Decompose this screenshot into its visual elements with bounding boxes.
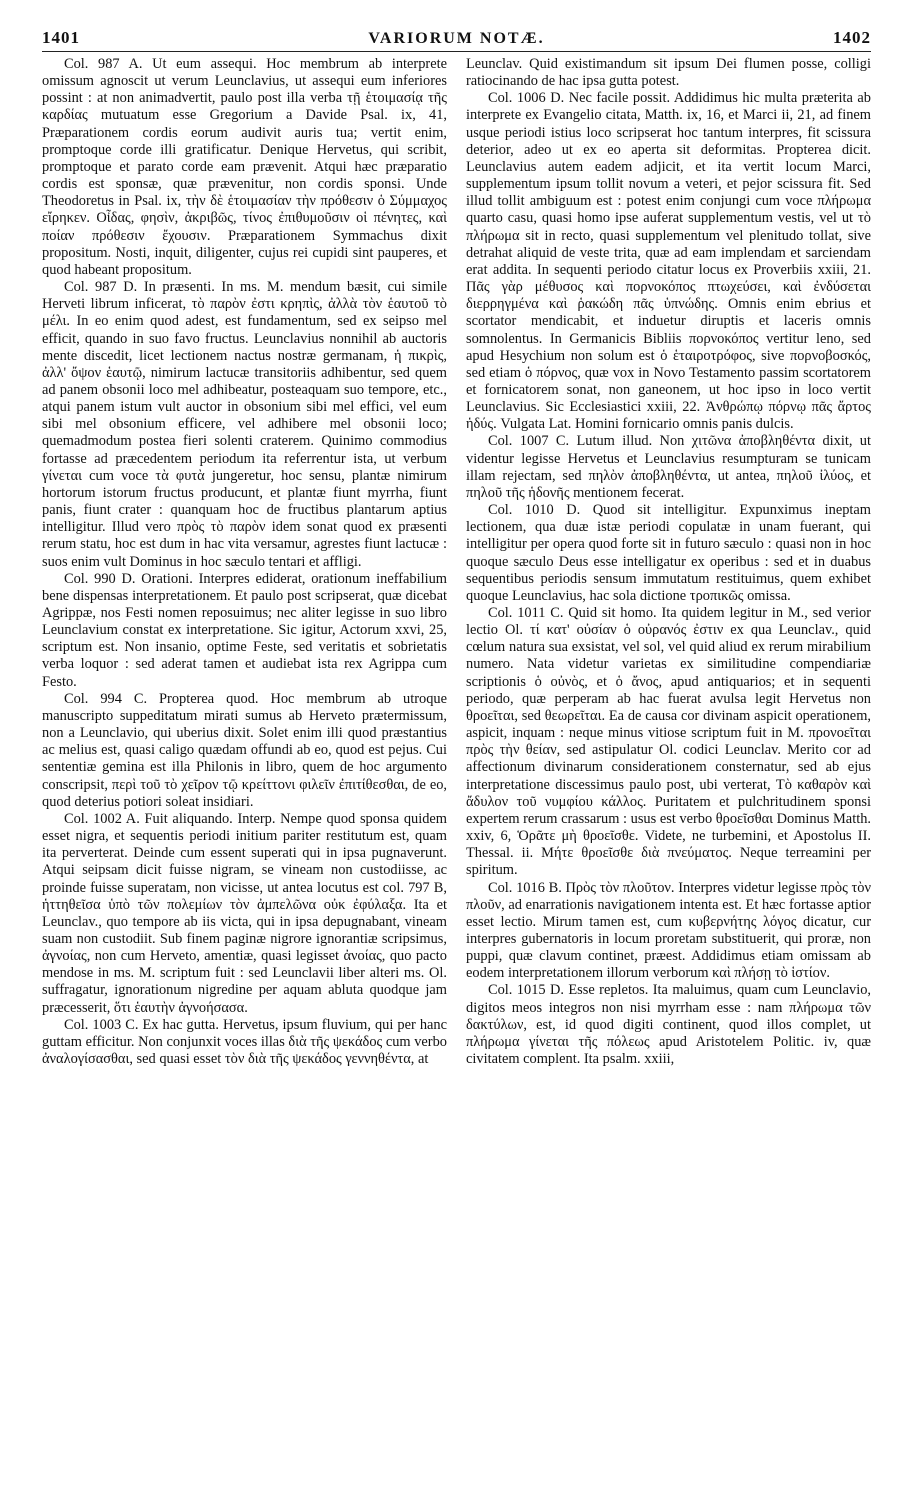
note-paragraph: Col. 1002 A. Fuit aliquando. Interp. Nempe quod sponsa quidem esset nigra, et sequentis periodi initium pariter restitutum est, quam ita perverterat. Deinde cum essent superati qui in ipsa pugnaverunt. Atqui seipsam dicit fuisse nigram, se vineam non custodiisse, ac proinde fuisse superatam, non vicisse, ut antea locutus est col. 797 B, ἡττηθεῖσα ὑπὸ τῶν πολεμίων τὸν ἀμπελῶνα οὐκ ἐφύλαξα. Ita et Leunclav., quo tempore ab iis victa, qui in ipsa depugnabant, vineam suam non custodiit. Sub finem paginæ nigrore ignorantiæ scripsimus, ἀγνοίας, non cum Herveto, amentiæ, quasi legisset ἀνοίας, quo pacto mendose in ms. M. scriptum fuit : sed Leunclavii liber alteri ms. Ol. suffragatur, ignorationum nigredine per aquam abluta quodque jam præcesserit, ὅτι ἑαυτὴν ἀγνοήσασα. <box>42 810 447 1016</box>
note-paragraph: Col. 987 D. In præsenti. In ms. M. mendum bæsit, cui simile Herveti librum inficerat, τὸ παρὸν ἐστι κρηπὶς, ἀλλὰ τὸν ἑαυτοῦ τὸ μέλι. In eo enim quod adest, est fundamentum, sed ex seipso mel efficit, quando in suo favo fructus. Leunclavius nonnihil ab auctoris mente discedit, licet lectionem nactus nostræ germanam, ἡ πικρὶς, ἀλλ' ὄψον ἑαυτῷ, nimirum lactucæ transitoriis adhibentur, sed quem ad panem obsonii loco mel adhibeatur, posteaquam suo tempore, etc., atqui panem istum vult auctor in obsonium sibi mel effici, vel eum sibi mel obsonium efficere, vel adhibere mel obsonii loco; quemadmodum postea fieri solenti craterem. Quinimo commodius fortasse ad præcedentem periodum ita referrentur ista, ut verbum γίνεται cum voce τὰ φυτὰ jungeretur, hoc sensu, plantæ nimirum hortorum istorum fructus producunt, et plantæ fiunt myrrha, fiunt panis, fiunt crater : quanquam hoc de fructibus plantarum aptius intelligitur. Illud vero πρὸς τὸ παρὸν idem sonat quod ex præsenti rerum statu, hoc est dum in hac vita versamur, agrestes fiunt lactucæ : suos enim vult Dominus in hoc sæculo tentari et affligi. <box>42 279 447 570</box>
left-column <box>42 56 447 1476</box>
note-paragraph: Col. 1010 D. Quod sit intelligitur. Expunximus ineptam lectionem, qua duæ istæ periodi copulatæ in unam fuerant, qui intelligitur per opera quod forte sit in futuro sæculo : quasi non in hoc quoque sæculo Deus esse intelligatur ex operibus : sed et in duabus sequentibus periodis sensum immutatum restituimus, quem exhibet quoque Leunclavius, hac sola dictione τροπικῶς omissa. <box>466 502 871 604</box>
note-paragraph: Col. 994 C. Propterea quod. Hoc membrum ab utroque manuscripto suppeditatum mirati sumus ab Herveto prætermissum, non a Leunclavio, qui uberius dixit. Solet enim illi quod præstantius ac melius est, quasi caligo quædam offundi ab eo, quod est pejus. Cui sententiæ gemina est illa Philonis in libro, quem de hoc argumento conscripsit, περὶ τοῦ τὸ χεῖρον τῷ κρείττονι φιλεῖν ἐπιτίθεσθαι, de eo, quod deterius potiori soleat insidiari. <box>42 690 447 810</box>
note-paragraph: Col. 1007 C. Lutum illud. Non χιτῶνα ἀποβληθέντα dixit, ut videntur legisse Hervetus et Leunclavius resumpturam se tunicam illam rejectam, sed πηλὸν ἀποβληθέντα, ut antea, πηλοῦ ἰλύος, et πηλοῦ τῆς ἡδονῆς mentionem fecerat. <box>466 433 871 501</box>
note-paragraph: Col. 1011 C. Quid sit homo. Ita quidem legitur in M., sed verior lectio Ol. τί κατ' οὐσίαν ὁ οὐρανός ἐστιν ex qua Leunclav., quid cœlum natura sua exsistat, vel sol, vel quid aliud ex rerum mirabilium numero. Nata videtur varietas ex similitudine compendiariæ scriptionis ὁ οὐνὸς, et ὁ ἄνος, apud antiquarios; et in sequenti periodo, quæ perperam ab hac fuerat avulsa legit Hervetus non θροεῖται, sed θεωρεῖται. Ea de causa cor divinam aspicit operationem, aspicit, inquam : neque minus vitiose scriptum fuit in M. προνοεῖται πρὸς τὴν θείαν, sed astipulatur Ol. codici Leunclav. Merito cor ad affectionum divinarum considerationem consternatur, sed ab ejus interpretatione discessimus paulo post, ubi verterat, Τὸ καθαρὸν καὶ ἄδυλον τοῦ νυμφίου κάλλος. Puritatem et pulchritudinem sponsi expertem rerum crassarum : usus est verbo θροεῖσθαι Dominus Matth. xxiv, 6, Ὁρᾶτε μὴ θροεῖσθε. Videte, ne turbemini, et Apostolus II. Thessal. ii. Μήτε θροεῖσθε διὰ πνεύματος. Neque terreamini per spiritum. <box>466 605 871 879</box>
note-paragraph: Col. 1015 D. Esse repletos. Ita maluimus, quam cum Leunclavio, digitos meos integros non nisi myrrham esse : nam πλήρωμα τῶν δακτύλων, est, id quod digiti continent, quod illos complet, ut πλήρωμα γίνεται τῆς πόλεως apud Aristotelem Politic. iv, quæ civitatem complent. Ita psalm. xxiii, <box>466 982 871 1068</box>
note-paragraph: Col. 1016 B. Πρὸς τὸν πλοῦτον. Interpres videtur legisse πρὸς τὸν πλοῦν, ad enarrationis navigationem intenta est. Et hæc fortasse aptior esset lectio. Mirum tamen est, cum κυβερνήτης λόγος dicatur, cur interpres gubernatoris in locum proretam substituerit, qui proræ, non puppi, quæ clavum continet, præest. Addidimus etiam omissam ab eodem interpretationem illorum verborum καὶ πλήσῃ τὸ ἱστίον. <box>466 879 871 982</box>
note-paragraph: Col. 1003 C. Ex hac gutta. Hervetus, ipsum fluvium, qui per hanc guttam efficitur. Non conjunxit voces illas διὰ τῆς ψεκάδος cum verbo ἀναλογίσασθαι, sed quasi esset τὸν διὰ τῆς ψεκάδος γεννηθέντα, at <box>42 1016 447 1068</box>
right-page-number: 1402 <box>833 28 871 47</box>
running-header <box>42 28 871 52</box>
right-column <box>466 56 871 1476</box>
running-title: VARIORUM NOTÆ. <box>368 30 545 47</box>
note-paragraph: Col. 990 D. Orationi. Interpres ediderat, orationum ineffabilium bene dispensas interpretationem. Et paulo post scripserat, quæ dicebat Agrippæ, nos Festi nomen reposuimus; nec aliter legisse in suo libro Leunclavium constat ex interpretatione. Sic igitur, Actorum xxvi, 25, scriptum est. Non insanio, optime Feste, sed veritatis et sobrietatis verba loquor : sed aderat tamen et audiebat ista rex Agrippa cum Festo. <box>42 570 447 690</box>
text-columns <box>42 56 871 1476</box>
note-paragraph: Leunclav. Quid existimandum sit ipsum Dei flumen posse, colligi ratiocinando de hac ipsa gutta potest. <box>466 56 871 90</box>
note-paragraph: Col. 987 A. Ut eum assequi. Hoc membrum ab interprete omissum agnoscit ut verum Leunclavius, ut assequi eum inferiores possint : at non animadvertit, paulo post illa verba τῇ ἑτοιμασίᾳ τῆς καρδίας mutuatum esse Gregorium a Davide Psal. ix, 41, Præparationem cordis eorum audivit auris tua; vertit enim, promptoque corde illi gratificatur. Denique Hervetus, qui scribit, promptoque et parato corde eam prævenit. Atqui hæc præparatio cordis est sponsæ, quæ prævenitur, non cordis sponsi. Unde Theodoretus in Psal. ix, τὴν δὲ ἑτοιμασίαν τὴν πρόθεσιν ὁ Σύμμαχος εἴρηκεν. Οἶδας, φησὶν, ἀκριβῶς, τίνος ἐπιθυμοῦσιν οἱ πένητες, καὶ ποίαν πρόθεσιν ἔχουσιν. Præparationem Symmachus dixit propositum. Nosti, inquit, diligenter, cujus rei cupidi sint pauperes, et quod habeant propositum. <box>42 56 447 278</box>
left-page-number: 1401 <box>42 28 80 47</box>
note-paragraph: Col. 1006 D. Nec facile possit. Addidimus hic multa præterita ab interprete ex Evangelio citata, Matth. ix, 16, et Marci ii, 21, ad finem usque periodi istius loco scripserat hoc tantum interpres, fit scissura deterior, adeo ut ex eo aperta sit deformitas. Propterea dicit. Leunclavius autem eadem adjicit, et ita vertit locum Marci, supplementum ipsum tollit novum a veteri, et pejor scissura fit. Sed illud tollit ambiguum est : potest enim conjungi cum voce πλήρωμα quarto casu, quasi homo ipse auferat supplementum vestis, vel ut τὸ πλήρωμα sit in recto, quasi supplementum vel plenitudo tollat, sive detrahat aliquid de veste trita, quæ ad eam implendam et sarciendam erat addita. In sequenti periodo citatur locus ex Proverbiis xxiii, 21. Πᾶς γὰρ μέθυσος καὶ πορνοκόπος πτωχεύσει, καὶ ἐνδύσεται διερρηγμένα καὶ ῥακώδη πᾶς ὑπνώδης. Omnis enim ebrius et scortator mendicabit, et induetur diruptis et laceris omnis somnolentus. In Germanicis Bibliis πορνοκόπος vertitur leno, sed apud Hesychium non solum est ὁ ἑταιροτρόφος, sive πορνοβοσκός, sed etiam ὁ πόρνος, quæ vox in Novo Testamento passim scortatorem et fornicatorem sonat, non ganeonem, ut hoc ipso in loco vertit Leunclavius. Sic Ecclesiastici xxiii, 22. Ἀνθρώπῳ πόρνῳ πᾶς ἄρτος ἡδύς. Vulgata Lat. Homini fornicario omnis panis dulcis. <box>466 90 871 433</box>
